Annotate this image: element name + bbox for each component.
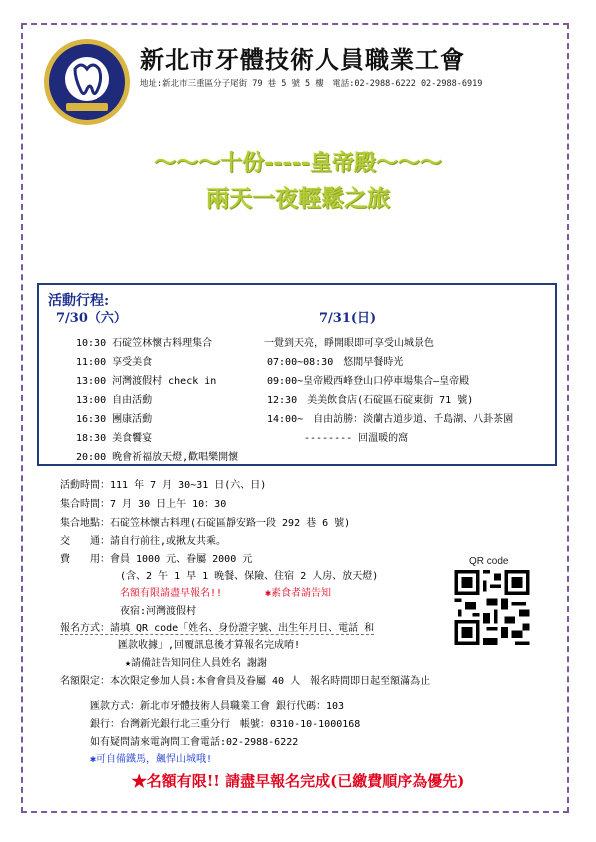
bike-reminder: ✱可自備鐵馬，飆悍山城哦! bbox=[90, 754, 213, 765]
day2-item: 一覺到天亮，睜開眼即可享受山城景色 bbox=[264, 338, 434, 349]
day2-item: 09:00~皇帝殿西峰登山口停車場集合—皇帝殿 bbox=[267, 376, 470, 387]
day1-heading: 7/30（六） bbox=[56, 311, 127, 326]
day1-item: 13:00 河灣渡假村 check in bbox=[76, 376, 217, 387]
qr-code-icon[interactable] bbox=[452, 570, 532, 645]
signup-method: 報名方式：請填 QR code「姓名、身份證字號、出生年月日、電話 和 bbox=[60, 619, 374, 635]
day1-item: 20:00 晚會祈福放天燈,歡唱樂開懷 bbox=[76, 452, 239, 463]
union-logo bbox=[42, 37, 132, 127]
headline-subtitle: 兩天一夜輕鬆之旅 bbox=[206, 186, 390, 212]
day1-item: 16:30 團康活動 bbox=[76, 414, 153, 425]
day2-item: -------- 回溫暖的窩 bbox=[304, 433, 409, 444]
day2-item: 12:30 美美飲食店(石碇區石碇東街 71 號) bbox=[267, 395, 474, 406]
org-name: 新北市牙體技術人員職業工會 bbox=[140, 45, 465, 74]
gather-time: 集合時間：7 月 30 日上午 10：30 bbox=[60, 499, 227, 510]
day1-item: 11:00 享受美食 bbox=[76, 357, 153, 368]
day1-item: 10:30 石碇笠林懷古料理集合 bbox=[76, 338, 213, 349]
day1-item: 13:00 自由活動 bbox=[76, 395, 153, 406]
signup-method-continued: 匯款收據」,回覆訊息後才算報名完成唷! bbox=[118, 640, 301, 651]
day2-item: 07:00~08:30 悠閒早餐時光 bbox=[267, 357, 404, 368]
fee-includes: (含、2 午 1 早 1 晚餐、保險、住宿 2 人房、放天燈) bbox=[120, 571, 379, 582]
qr-label: QR code bbox=[469, 556, 509, 567]
limited-notice: 名額有限請盡早報名!! bbox=[120, 588, 223, 599]
remit-method: 匯款方式：新北市牙體技術人員職業工會 銀行代碼：103 bbox=[90, 701, 345, 712]
activity-time: 活動時間：111 年 7 月 30~31 日(六、日) bbox=[60, 480, 267, 491]
headline-route: ～～～十份-----皇帝殿～～～ bbox=[154, 151, 442, 176]
memo-note: ★請備註告知同住人員姓名 謝謝 bbox=[125, 658, 268, 669]
schedule-box bbox=[37, 283, 557, 466]
fee: 費 用：會員 1000 元、眷屬 2000 元 bbox=[60, 554, 253, 565]
contact-phone: 如有疑問請來電詢問工會電話:02-2988-6222 bbox=[90, 737, 299, 748]
quota: 名額限定：本次限定參加人員:本會會員及眷屬 40 人 報名時間即日起至額滿為止 bbox=[60, 676, 431, 687]
day1-item: 18:30 美食饗宴 bbox=[76, 433, 153, 444]
lodging: 夜宿:河灣渡假村 bbox=[120, 606, 197, 617]
gather-place: 集合地點：石碇笠林懷古料理(石碇區靜安路一段 292 巷 6 號) bbox=[60, 518, 351, 529]
bank-account: 銀行：台灣新光銀行北三重分行 帳號：0310-10-1000168 bbox=[90, 719, 361, 730]
transport: 交 通：請自行前往,或揪友共乘。 bbox=[60, 536, 227, 547]
vegetarian-notice: ✱素食者請告知 bbox=[265, 588, 332, 599]
day2-item: 14:00~ 自由訪勝：淡蘭古道步道、千島湖、八卦茶園 bbox=[267, 414, 514, 425]
final-note: ★名額有限!! 請盡早報名完成(已繳費順序為優先) bbox=[131, 772, 465, 790]
org-address: 地址:新北市三重區分子尾街 79 巷 5 號 5 樓 電話:02-2988-6222 02-2988-6919 bbox=[140, 79, 483, 89]
day2-heading: 7/31(日) bbox=[319, 311, 377, 326]
schedule-heading: 活動行程: bbox=[48, 293, 110, 309]
